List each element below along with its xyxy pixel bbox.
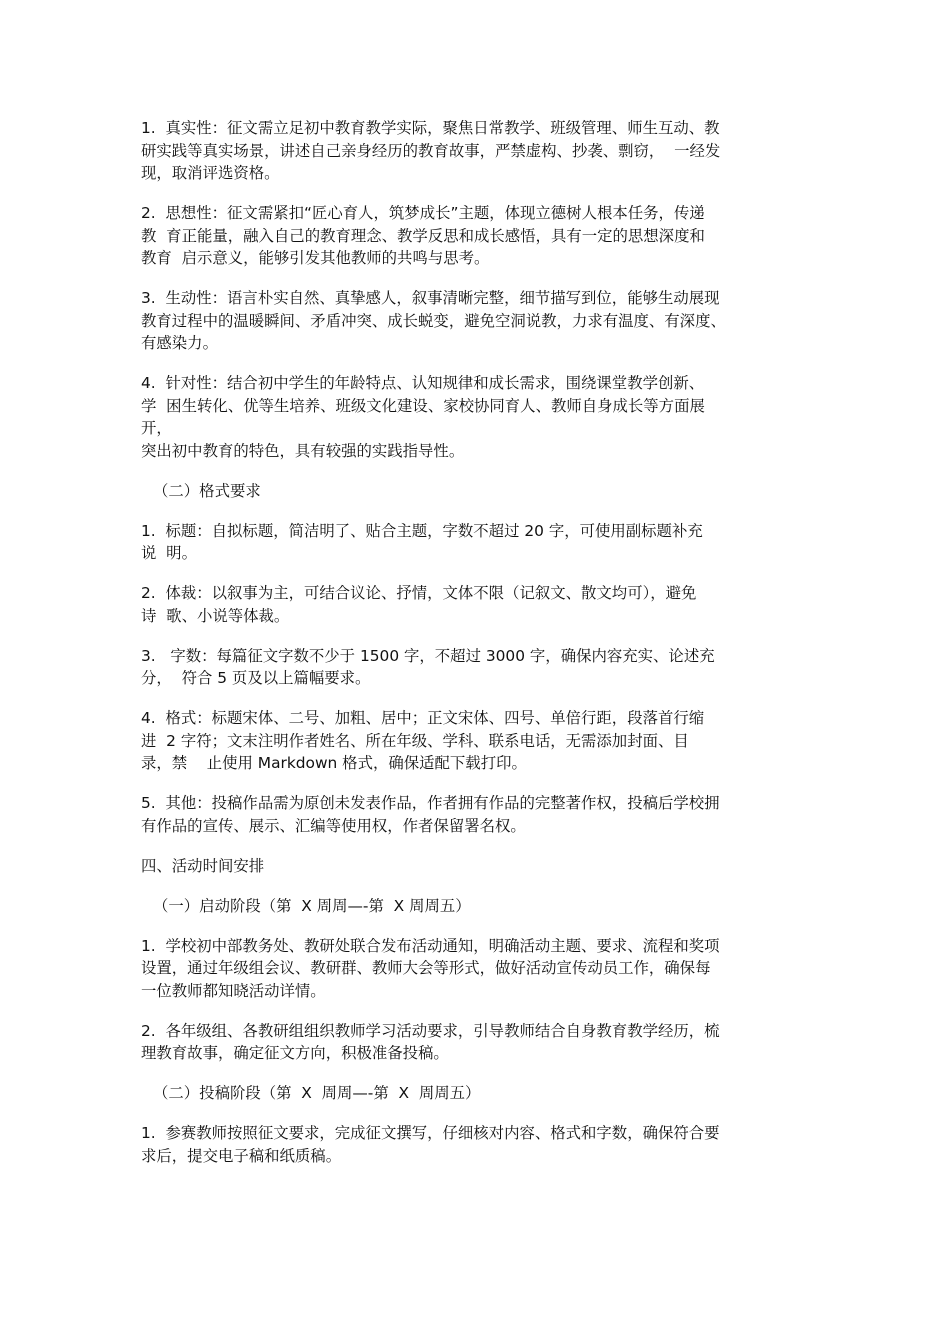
section-subheading xyxy=(141,480,821,503)
document-page xyxy=(141,117,821,1185)
text-line: 开， xyxy=(141,419,172,437)
text-line: 教育过程中的温暖瞬间、矛盾冲突、成长蜕变，避免空洞说教，力求有温度、有深度、 xyxy=(141,311,726,330)
text-line: 教 育正能量，融入自己的教育理念、教学反思和成长感悟，具有一定的思想深度和 xyxy=(141,226,705,245)
text-line: 一位教师都知晓活动详情。 xyxy=(141,981,326,1000)
text-line: 求后，提交电子稿和纸质稿。 xyxy=(141,1146,342,1165)
text-line: 教育 启示意义，能够引发其他教师的共鸣与思考。 xyxy=(141,249,490,267)
text-line: 5. 其他：投稿作品需为原创未发表作品，作者拥有作品的完整著作权，投稿后学校拥 xyxy=(141,794,720,812)
section-subheading xyxy=(141,895,821,918)
text-line: 2. 各年级组、各教研组组织教师学习活动要求，引导教师结合自身教育教学经历，梳 xyxy=(141,1021,720,1040)
text-line: 现，取消评选资格。 xyxy=(141,164,280,182)
text-line: 四、活动时间安排 xyxy=(141,856,265,875)
text-line: 分， 符合 5 页及以上篇幅要求。 xyxy=(141,669,371,687)
text-line: 4. 针对性：结合初中学生的年龄特点、认知规律和成长需求，围绕课堂教学创新、 xyxy=(141,374,705,392)
text-line: 有感染力。 xyxy=(141,334,218,352)
text-line: 理教育故事，确定征文方向，积极准备投稿。 xyxy=(141,1044,449,1062)
text-line: 有作品的宣传、展示、汇编等使用权，作者保留署名权。 xyxy=(141,816,526,835)
text-line: 录，禁 止使用 Markdown 格式，确保适配下载打印。 xyxy=(141,754,527,772)
document-paragraph xyxy=(141,1020,821,1065)
text-line: （一）启动阶段（第 X 周周—-第 X 周周五） xyxy=(153,896,471,915)
text-line: （二）投稿阶段（第 X 周周—-第 X 周周五） xyxy=(153,1084,481,1102)
text-line: 说 明。 xyxy=(141,544,197,562)
text-line: （二）格式要求 xyxy=(153,481,261,500)
document-paragraph xyxy=(141,117,821,185)
document-paragraph xyxy=(141,1122,821,1167)
document-paragraph xyxy=(141,792,821,837)
document-paragraph xyxy=(141,645,821,690)
text-line: 2. 体裁：以叙事为主，可结合议论、抒情，文体不限（记叙文、散文均可），避免 xyxy=(141,584,697,602)
text-line: 进 2 字符；文末注明作者姓名、所在年级、学科、联系电话，无需添加封面、目 xyxy=(141,731,689,750)
document-paragraph xyxy=(141,287,821,355)
document-paragraph xyxy=(141,855,821,878)
text-line: 1. 学校初中部教务处、教研处联合发布活动通知，明确活动主题、要求、流程和奖项 xyxy=(141,936,720,955)
document-paragraph xyxy=(141,372,821,462)
text-line: 1. 标题：自拟标题，简洁明了、贴合主题，字数不超过 20 字，可使用副标题补充 xyxy=(141,521,703,540)
text-line: 4. 格式：标题宋体、二号、加粗、居中；正文宋体、四号、单倍行距，段落首行缩 xyxy=(141,709,705,727)
text-line: 突出初中教育的特色，具有较强的实践指导性。 xyxy=(141,441,465,460)
document-paragraph xyxy=(141,707,821,775)
text-line: 3. 字数：每篇征文字数不少于 1500 字，不超过 3000 字，确保内容充实、论述充 xyxy=(141,646,715,665)
text-line: 设置，通过年级组会议、教研群、教师大会等形式，做好活动宣传动员工作，确保每 xyxy=(141,959,711,977)
document-paragraph xyxy=(141,582,821,627)
text-line: 1. 参赛教师按照征文要求，完成征文撰写，仔细核对内容、格式和字数，确保符合要 xyxy=(141,1124,720,1142)
text-line: 诗 歌、小说等体裁。 xyxy=(141,606,290,625)
text-line: 1. 真实性：征文需立足初中教育教学实际，聚焦日常教学、班级管理、师生互动、教 xyxy=(141,119,720,137)
text-line: 研实践等真实场景，讲述自己亲身经历的教育故事，严禁虚构、抄袭、剽窃， 一经发 xyxy=(141,141,721,160)
section-subheading xyxy=(141,1082,821,1105)
document-paragraph xyxy=(141,520,821,565)
text-line: 学 困生转化、优等生培养、班级文化建设、家校协同育人、教师自身成长等方面展 xyxy=(141,396,705,415)
document-paragraph xyxy=(141,935,821,1003)
document-paragraph xyxy=(141,202,821,270)
text-line: 3. 生动性：语言朴实自然、真挚感人，叙事清晰完整，细节描写到位，能够生动展现 xyxy=(141,289,720,307)
text-line: 2. 思想性：征文需紧扣“匠心育人，筑梦成长”主题，体现立德树人根本任务，传递 xyxy=(141,204,705,222)
